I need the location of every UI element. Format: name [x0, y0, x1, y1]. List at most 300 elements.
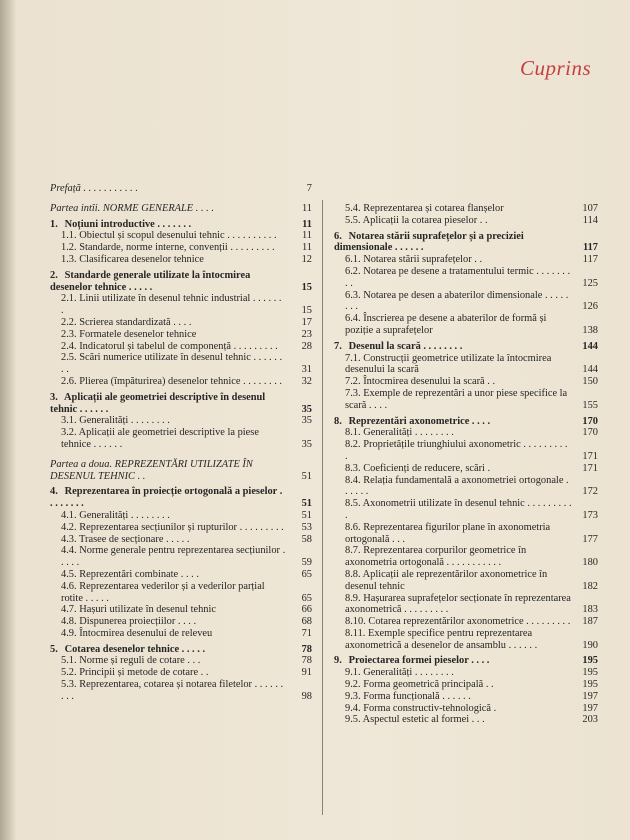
toc-entry-label	[50, 219, 286, 231]
toc-entry-label	[50, 427, 286, 451]
toc-entry-title: Coeficienți de reducere, scări .	[363, 462, 491, 474]
toc-entry-page: 65	[301, 568, 312, 580]
toc-entry-number: 8.9.	[345, 592, 361, 604]
toc-entry	[50, 486, 312, 510]
toc-entry-number: 4.6.	[61, 580, 77, 592]
toc-entry-page: 11	[301, 242, 312, 254]
toc-entry-page: 170	[582, 415, 598, 427]
toc-entry-page: 31	[301, 364, 312, 376]
toc-entry	[50, 317, 312, 329]
toc-entry-page: 171	[582, 450, 598, 462]
toc-column-right	[334, 203, 598, 726]
toc-entry-page: 197	[582, 702, 598, 714]
toc-entry	[334, 313, 598, 337]
toc-entry-page: 190	[582, 639, 598, 651]
toc-entry-title: Partea intîi. NORME GENERALE . . . .	[50, 202, 214, 214]
toc-entry-label	[50, 183, 286, 195]
toc-entry-label	[50, 581, 286, 605]
toc-entry-label	[50, 293, 286, 317]
toc-entry	[50, 230, 312, 242]
toc-entry	[50, 203, 312, 215]
toc-entry-label	[334, 376, 572, 388]
toc-entry	[50, 679, 312, 703]
toc-entry-label	[50, 270, 286, 294]
toc-entry-label	[334, 475, 572, 499]
toc-entry-page: 117	[582, 254, 598, 266]
toc-entry	[334, 439, 598, 463]
toc-entry-label	[50, 534, 286, 546]
toc-entry-page: 171	[582, 462, 598, 474]
toc-entry-label	[50, 569, 286, 581]
toc-entry	[50, 329, 312, 341]
toc-entry	[50, 655, 312, 667]
toc-entry-title: Standarde generale utilizate la întocmirea desenelor tehnice . . . . .	[50, 269, 251, 293]
toc-entry-number: 8.4.	[345, 474, 361, 486]
toc-entry	[334, 376, 598, 388]
toc-entry-title: Reprezentări combinate . . . .	[79, 568, 199, 580]
toc-entry	[50, 644, 312, 656]
toc-entry	[50, 667, 312, 679]
column-divider	[322, 200, 323, 815]
toc-entry-label	[334, 498, 572, 522]
toc-entry	[50, 522, 312, 534]
toc-entry-page: 182	[582, 580, 598, 592]
toc-entry-title: Forma constructiv-tehnologică .	[363, 702, 497, 714]
toc-entry-label	[50, 230, 286, 242]
toc-entry-page: 15	[301, 281, 312, 293]
toc-entry-title: Clasificarea desenelor tehnice	[79, 253, 204, 265]
toc-entry	[334, 254, 598, 266]
toc-entry	[50, 545, 312, 569]
toc-entry-number: 8.11.	[345, 627, 366, 639]
toc-entry-label	[50, 667, 286, 679]
toc-entry	[50, 510, 312, 522]
toc-entry-number: 3.	[50, 391, 58, 403]
toc-entry-page: 28	[301, 340, 312, 352]
toc-entry-page: 32	[301, 375, 312, 387]
toc-entry	[50, 427, 312, 451]
toc-entry-title: Proprietățile triunghiului axonometric . . . . . . . . . .	[345, 439, 568, 462]
toc-entry-title: Întocmirea desenului de releveu	[79, 627, 213, 639]
toc-entry	[334, 388, 598, 412]
toc-column-left	[50, 183, 312, 703]
toc-entry-page: 53	[301, 521, 312, 533]
toc-entry-title: Traseе de secționare . . . . .	[79, 533, 190, 545]
toc-entry-number: 2.5.	[61, 352, 77, 364]
toc-entry-page: 35	[301, 403, 312, 415]
toc-entry-label	[334, 266, 572, 290]
toc-entry-title: Relația fundamentală a axonometriei ortogonale . . . . . .	[345, 474, 569, 498]
toc-entry-title: Aplicații la cotarea pieselor . .	[362, 214, 488, 226]
toc-entry-page: 35	[301, 415, 312, 427]
toc-entry-label	[50, 352, 286, 376]
toc-entry-page: 172	[582, 486, 598, 498]
toc-entry	[50, 242, 312, 254]
toc-entry-title: Norme și reguli de cotare . . .	[79, 655, 201, 667]
toc-entry-label	[50, 655, 286, 667]
toc-entry	[50, 183, 312, 195]
toc-entry-title: Generalități . . . . . . . .	[363, 427, 454, 439]
toc-entry-label	[50, 644, 286, 656]
toc-entry-number: 8.5.	[345, 498, 361, 510]
toc-entry-number: 8.8.	[345, 568, 361, 580]
toc-entry-label	[334, 667, 572, 679]
toc-entry	[334, 341, 598, 353]
toc-entry-page: 150	[582, 376, 598, 388]
toc-entry	[50, 616, 312, 628]
toc-entry-number: 5.	[50, 643, 58, 655]
toc-entry-title: Prefață . . . . . . . . . . .	[50, 183, 138, 194]
toc-entry-label	[50, 545, 286, 569]
toc-entry-number: 9.3.	[345, 690, 361, 702]
toc-entry-number: 6.1.	[345, 254, 361, 266]
toc-entry-page: 98	[301, 690, 312, 702]
toc-entry-title: Reprezentarea figurilor plane în axonometria ortogonală . . .	[345, 521, 551, 545]
toc-entry	[334, 463, 598, 475]
toc-entry	[334, 616, 598, 628]
toc-entry-page: 126	[582, 301, 598, 313]
toc-entry-page: 195	[582, 667, 598, 679]
toc-entry-title: Partea a doua. REPREZENTĂRI UTILIZATE ÎN DESENUL TEHNIC . .	[50, 458, 253, 482]
toc-entry-title: Forma geometrică principală . .	[363, 679, 494, 691]
toc-entry	[50, 581, 312, 605]
toc-entry-label	[334, 388, 572, 412]
toc-entry-page: 197	[582, 690, 598, 702]
toc-entry-page: 203	[582, 714, 598, 726]
toc-entry-page: 65	[301, 592, 312, 604]
toc-entry-label	[50, 679, 286, 703]
toc-entry-page: 35	[301, 438, 312, 450]
toc-entry-title: Principii și metode de cotare . .	[79, 667, 209, 679]
toc-entry	[50, 459, 312, 483]
toc-entry-page: 51	[301, 470, 312, 482]
toc-entry	[334, 679, 598, 691]
toc-entry-number: 7.3.	[345, 387, 361, 399]
toc-entry-label	[334, 655, 572, 667]
toc-entry	[334, 522, 598, 546]
toc-entry-number: 8.2.	[345, 439, 361, 451]
toc-entry-label	[50, 628, 286, 640]
toc-entry-number: 9.2.	[345, 679, 361, 691]
toc-entry-page: 91	[301, 667, 312, 679]
toc-entry-title: Reprezentarea în proiecție ortogonală a pieselor . . . . . . . .	[50, 486, 283, 510]
toc-entry-number: 8.7.	[345, 545, 361, 557]
toc-entry	[50, 352, 312, 376]
toc-entry-number: 1.2.	[61, 242, 77, 254]
toc-entry-number: 1.3.	[61, 253, 77, 265]
toc-entry	[50, 415, 312, 427]
toc-entry-page: 7	[306, 183, 312, 194]
toc-entry-label	[334, 215, 572, 227]
toc-entry	[334, 655, 598, 667]
toc-entry-number: 8.10.	[345, 616, 366, 628]
toc-entry-number: 4.3.	[61, 533, 77, 545]
toc-entry-label	[334, 569, 572, 593]
toc-entry	[334, 667, 598, 679]
toc-entry-number: 8.1.	[345, 427, 361, 439]
toc-entry	[334, 353, 598, 377]
toc-entry-title: Obiectul și scopul desenului tehnic . . . . . . . . . .	[79, 230, 277, 242]
toc-entry	[334, 569, 598, 593]
toc-entry-number: 4.1.	[61, 509, 77, 521]
toc-entry-page: 23	[301, 328, 312, 340]
toc-entry	[334, 266, 598, 290]
toc-entry-title: Proiectarea formei pieselor . . . .	[348, 655, 490, 667]
toc-entry-page: 187	[582, 616, 598, 628]
toc-entry	[334, 203, 598, 215]
toc-entry	[50, 569, 312, 581]
toc-entry-number: 5.3.	[61, 679, 77, 691]
toc-entry-title: Reprezentarea corpurilor geometrice în axonometria ortogonală . . . . . . . . . . .	[345, 545, 527, 569]
toc-entry-number: 8.	[334, 415, 342, 427]
toc-entry	[334, 628, 598, 652]
toc-entry-page: 144	[582, 364, 598, 376]
toc-entry-number: 2.1.	[61, 293, 77, 305]
toc-entry-label	[50, 604, 286, 616]
toc-entry	[334, 290, 598, 314]
toc-entry-number: 2.4.	[61, 340, 77, 352]
toc-entry-number: 6.3.	[345, 289, 361, 301]
toc-entry-page: 15	[301, 305, 312, 317]
toc-entry-number: 7.	[334, 340, 342, 352]
toc-entry-page: 183	[582, 604, 598, 616]
toc-entry	[334, 416, 598, 428]
toc-entry-label	[50, 415, 286, 427]
toc-entry-label	[334, 714, 572, 726]
toc-entry-title: Notarea pe desene a tratamentului termic . . . . . . . . .	[345, 265, 571, 289]
toc-entry-label	[50, 242, 286, 254]
toc-entry-label	[334, 616, 572, 628]
toc-entry	[334, 427, 598, 439]
toc-entry-title: Construcții geometrice utilizate la întocmirea desenului la scară	[345, 352, 552, 376]
toc-entry-title: Generalități . . . . . . . .	[79, 415, 170, 427]
toc-entry-number: 9.4.	[345, 702, 361, 714]
toc-entry-number: 2.3.	[61, 328, 77, 340]
toc-entry-label	[334, 290, 572, 314]
toc-entry-number: 9.	[334, 655, 342, 667]
toc-entry-title: Norme generale pentru reprezentarea secțiunilor . . . . .	[61, 545, 286, 569]
toc-entry-title: Dispunerea proiecțiilor . . . .	[79, 616, 197, 628]
toc-entry	[334, 545, 598, 569]
toc-entry-label	[50, 486, 286, 510]
toc-entry-number: 4.	[50, 486, 58, 498]
toc-entry-title: Exemple specifice pentru reprezentarea axonometrică a desenelor de ansamblu . . . . . .	[345, 627, 538, 651]
toc-entry-label	[334, 203, 572, 215]
toc-entry-number: 1.	[50, 218, 58, 230]
page-title: Cuprins	[520, 56, 592, 80]
toc-entry	[334, 215, 598, 227]
toc-entry	[50, 270, 312, 294]
toc-entry-title: Hașuri utilizate în desenul tehnic	[79, 604, 216, 616]
toc-entry-title: Cotarea reprezentărilor axonometrice . . . . . . . . .	[368, 616, 571, 628]
toc-entry	[50, 341, 312, 353]
toc-entry-number: 8.6.	[345, 521, 361, 533]
toc-entry-title: Linii utilizate în desenul tehnic industrial . . . . . . .	[61, 293, 282, 317]
toc-entry-title: Standarde, norme interne, convenții . . . . . . . . .	[79, 242, 275, 254]
toc-entry-title: Axonometrii utilizate în desenul tehnic . . . . . . . . . .	[345, 498, 572, 521]
toc-entry	[334, 498, 598, 522]
toc-entry-page: 138	[582, 324, 598, 336]
toc-entry-page: 66	[301, 604, 312, 616]
toc-entry-title: Aplicații ale geometriei descriptive în desenul tehnic . . . . . .	[50, 391, 266, 415]
toc-entry-title: Notarea stării suprafețelor . .	[363, 254, 483, 266]
toc-entry-page: 11	[301, 230, 312, 242]
toc-entry-label	[50, 341, 286, 353]
toc-entry-label	[334, 522, 572, 546]
toc-entry-title: Aplicații ale reprezentărilor axonometrice în desenul tehnic	[345, 568, 548, 592]
toc-entry-page: 12	[301, 253, 312, 265]
toc-entry	[334, 703, 598, 715]
toc-entry-page: 58	[301, 533, 312, 545]
toc-entry-number: 4.2.	[61, 521, 77, 533]
toc-entry-number: 6.	[334, 230, 342, 242]
toc-entry	[50, 254, 312, 266]
toc-entry-page: 155	[582, 399, 598, 411]
toc-entry	[334, 231, 598, 255]
toc-entry-label	[334, 463, 572, 475]
toc-entry-page: 114	[582, 214, 598, 226]
toc-entry-title: Cotarea desenelor tehnice . . . . .	[64, 643, 206, 655]
toc-entry-title: Reprezentarea secțiunilor și rupturilor . . . . . . . . .	[79, 521, 284, 533]
toc-entry-title: Scrierea standardizată . . . .	[79, 316, 192, 328]
toc-entry-number: 4.9.	[61, 627, 77, 639]
toc-entry-number: 8.3.	[345, 462, 361, 474]
toc-entry	[50, 628, 312, 640]
toc-entry-number: 4.7.	[61, 604, 77, 616]
toc-entry-label	[334, 341, 572, 353]
toc-entry-page: 180	[582, 557, 598, 569]
toc-entry-label	[334, 313, 572, 337]
toc-entry-title: Plierea (împăturirea) desenelor tehnice . . . . . . . .	[79, 375, 283, 387]
toc-entry-number: 5.4.	[345, 203, 361, 214]
toc-entry-label	[334, 703, 572, 715]
toc-entry-page: 144	[582, 340, 598, 352]
toc-entry-title: Aplicații ale geometriei descriptive la piese tehnice . . . . . .	[61, 427, 259, 450]
toc-entry-label	[334, 427, 572, 439]
toc-entry-number: 5.1.	[61, 655, 77, 667]
toc-entry-page: 71	[301, 627, 312, 639]
toc-entry-title: Exemple de reprezentări a unor piese specifice la scară . . . .	[345, 387, 568, 411]
toc-entry-number: 9.1.	[345, 667, 361, 679]
toc-entry-page: 17	[301, 316, 312, 328]
toc-entry-label	[334, 545, 572, 569]
toc-entry-label	[334, 231, 572, 255]
toc-entry-page: 170	[582, 427, 598, 439]
toc-entry-label	[50, 317, 286, 329]
toc-entry-number: 6.2.	[345, 265, 361, 277]
toc-entry-page: 195	[582, 679, 598, 691]
toc-entry-title: Reprezentarea, cotarea și notarea filetelor . . . . . . . . .	[61, 679, 284, 702]
toc-entry	[334, 475, 598, 499]
toc-entry-label	[334, 416, 572, 428]
toc-entry-label	[334, 691, 572, 703]
toc-entry-label	[334, 679, 572, 691]
toc-entry-label	[334, 628, 572, 652]
toc-entry-page: 173	[582, 509, 598, 521]
binding-shadow	[0, 0, 16, 840]
toc-entry-page: 78	[301, 655, 312, 667]
toc-entry-number: 2.2.	[61, 316, 77, 328]
toc-entry-title: Indicatorul și tabelul de componență . . . . . . . . .	[79, 340, 278, 352]
toc-entry-label	[334, 593, 572, 617]
toc-entry-label	[50, 392, 286, 416]
toc-entry-number: 2.	[50, 269, 58, 281]
toc-entry	[334, 691, 598, 703]
toc-entry-title: Noțiuni introductive . . . . . . .	[64, 218, 192, 230]
toc-entry-number: 1.1.	[61, 230, 77, 242]
toc-entry-label	[334, 353, 572, 377]
toc-entry-label	[50, 254, 286, 266]
toc-entry-number: 7.1.	[345, 352, 361, 364]
toc-entry-title: Aspectul estetic al formei . . .	[362, 714, 485, 726]
toc-entry-page: 177	[582, 533, 598, 545]
toc-entry-page: 195	[582, 655, 598, 667]
toc-entry-number: 4.5.	[61, 568, 77, 580]
toc-entry-title: Notarea pe desen a abaterilor dimensionale . . . . . . . .	[345, 289, 569, 313]
toc-entry-page: 11	[302, 218, 312, 230]
toc-entry-title: Forma funcțională . . . . . .	[363, 690, 471, 702]
toc-entry-title: Reprezentarea vederilor și a vederilor parțial rotite . . . . .	[61, 580, 265, 604]
toc-entry-label	[334, 254, 572, 266]
toc-entry-title: Generalități . . . . . . . .	[363, 667, 454, 679]
toc-entry-page: 117	[582, 242, 598, 254]
toc-entry-label	[50, 616, 286, 628]
toc-entry	[50, 534, 312, 546]
toc-entry-number: 7.2.	[345, 376, 361, 388]
toc-entry-page: 125	[582, 277, 598, 289]
toc-entry-title: Desenul la scară . . . . . . . .	[348, 340, 463, 352]
toc-entry-label	[50, 329, 286, 341]
toc-entry-title: Reprezentări axonometrice . . . .	[348, 415, 491, 427]
toc-entry-title: Hașurarea suprafețelor secționate în reprezentarea axonometrică . . . . . . . . .	[345, 592, 571, 616]
toc-entry-number: 4.4.	[61, 545, 77, 557]
toc-entry-number: 3.1.	[61, 415, 77, 427]
toc-entry-title: Formatele desenelor tehnice	[79, 328, 197, 340]
toc-entry	[50, 604, 312, 616]
toc-entry-title: Scări numerice utilizate în desenul tehnic . . . . . . . .	[61, 352, 283, 376]
toc-entry-page: 51	[301, 509, 312, 521]
toc-entry-page: 68	[301, 616, 312, 628]
toc-entry-number: 5.2.	[61, 667, 77, 679]
toc-entry-label	[50, 522, 286, 534]
toc-entry-number: 2.6.	[61, 375, 77, 387]
toc-entry	[50, 376, 312, 388]
toc-entry-title: Reprezentarea și cotarea flanșelor	[363, 203, 504, 214]
toc-entry-number: 9.5.	[345, 714, 361, 726]
toc-entry-label	[334, 439, 572, 463]
toc-entry-title: Generalități . . . . . . . .	[79, 509, 170, 521]
toc-entry-title: Înscrierea pe desene a abaterilor de formă și poziție a suprafețelor	[345, 313, 547, 336]
toc-entry-title: Notarea stării suprafețelor și a preciziei dimensionale . . . . . .	[334, 230, 524, 254]
toc-entry	[334, 593, 598, 617]
toc-entry-number: 3.2.	[61, 427, 77, 439]
toc-entry	[334, 714, 598, 726]
toc-entry-label	[50, 203, 286, 215]
toc-entry-page: 78	[301, 643, 312, 655]
toc-entry-page: 51	[301, 498, 312, 510]
toc-entry-label	[50, 376, 286, 388]
toc-entry-title: Întocmirea desenului la scară . .	[363, 376, 496, 388]
toc-entry-number: 6.4.	[345, 313, 361, 325]
toc-entry-label	[50, 510, 286, 522]
toc-entry-page: 107	[582, 203, 598, 214]
toc-entry-page: 11	[301, 202, 312, 214]
toc-entry-number: 4.8.	[61, 616, 77, 628]
toc-entry	[50, 219, 312, 231]
toc-entry-page: 59	[301, 557, 312, 569]
toc-entry	[50, 293, 312, 317]
toc-entry-label	[50, 459, 286, 483]
